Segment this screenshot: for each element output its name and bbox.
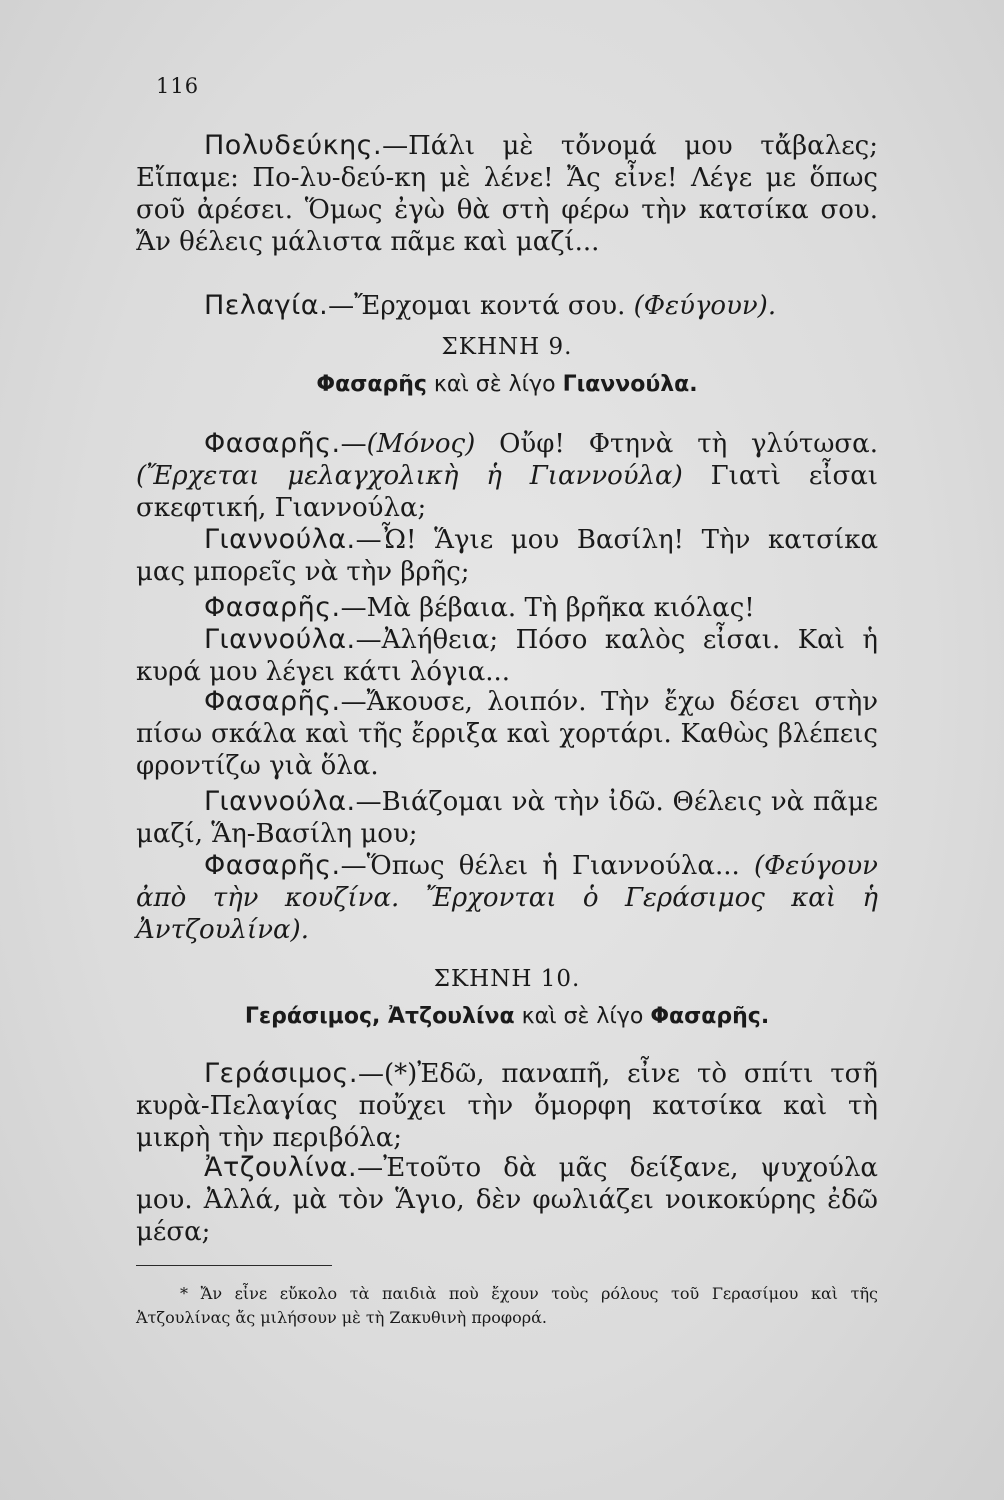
speaker-name: Φασαρῆς.: [204, 686, 341, 717]
footnote-divider: [136, 1265, 332, 1266]
dialogue-text: —Ἐτοῦτο δὰ μᾶς δείξανε, ψυχούλα μου. Ἀλλά, μὰ τὸν Ἅγιο, δὲν φωλιάζει νοικοκύρης ἐδῶ μέσα;: [136, 1153, 878, 1247]
dialogue-text: —Ὅπως θέλει ἡ Γιαννούλα...: [340, 851, 754, 881]
character-name: Γιαννούλα.: [562, 372, 698, 397]
scene-9-characters: [136, 372, 878, 397]
scene-10-heading: ΣΚΗΝΗ 10.: [433, 966, 581, 992]
dialogue-polydeukis: [136, 130, 878, 258]
dialogue-text: —Ἔρχομαι κοντά σου.: [328, 291, 626, 321]
character-name: Γεράσιμος, Ἀτζουλίνα: [244, 1004, 515, 1029]
character-name: Φασαρῆς: [316, 372, 427, 397]
dialogue-text: —Ὦ! Ἅγιε μου Βασίλη! Τὴν κατσίκα μας μπορεῖς νὰ τὴν βρῆς;: [136, 525, 878, 587]
dialogue-text: Γιατὶ εἶσαι σκεφτική, Γιαννούλα;: [136, 461, 878, 523]
stage-direction: (Φεύγουν ἀπὸ τὴν κουζίνα. Ἔρχονται ὁ Γεράσιμος καὶ ἡ Ἀντζουλίνα).: [136, 851, 878, 945]
speaker-name: Πελαγία.: [204, 290, 329, 321]
stage-direction: (Μόνος): [366, 429, 476, 459]
scene-10-characters: [136, 1004, 878, 1029]
speaker-name: Φασαρῆς.: [204, 850, 341, 881]
dialogue-fasaris-4: [136, 850, 878, 946]
dialogue-fasaris-1: [136, 428, 878, 524]
dialogue-text: —Ἀλήθεια; Πόσο καλὸς εἶσαι. Καὶ ἡ κυρά μου λέγει κάτι λόγια...: [136, 625, 878, 687]
character-name: Φασαρῆς.: [650, 1004, 770, 1029]
dialogue-giannoula-1: [136, 524, 878, 588]
speaker-name: Πολυδεύκης.: [204, 130, 383, 161]
connector-text: καὶ σὲ λίγο: [514, 1004, 651, 1029]
speaker-name: Φασαρῆς.: [204, 592, 341, 623]
dialogue-atzoulina: [136, 1152, 878, 1248]
speaker-name: Γιαννούλα.: [204, 786, 356, 817]
dialogue-giannoula-2: [136, 624, 878, 688]
speaker-name: Φασαρῆς.: [204, 428, 341, 459]
dialogue-text: —Πάλι μὲ τὄνομά μου τἄβαλες; Εἴπαμε: Πο-λυ-δεύ-κη μὲ λένε! Ἄς εἶνε! Λέγε με ὅπως σοῦ ἀρέσει. Ὅμως ἐγὼ θὰ στὴ φέρω τὴν κατσίκα σου. Ἄν θέλεις μάλιστα πᾶμε καὶ μαζί...: [136, 131, 878, 257]
dialogue-gerasimos: [136, 1058, 878, 1154]
connector-text: καὶ σὲ λίγο: [426, 372, 563, 397]
dialogue-text: —(*)Ἐδῶ, παναπῆ, εἶνε τὸ σπίτι τσῆ κυρὰ-Πελαγίας ποὔχει τὴν ὄμορφη κατσίκα καὶ τὴ μικρὴ τὴν περιβόλα;: [136, 1059, 878, 1153]
stage-direction: (Ἔρχεται μελαγχολικὴ ἡ Γιαννούλα): [136, 461, 683, 491]
dialogue-text: —Βιάζομαι νὰ τὴν ἰδῶ. Θέλεις νὰ πᾶμε μαζί, Ἅη-Βασίλη μου;: [136, 787, 878, 849]
dialogue-giannoula-3: [136, 786, 878, 850]
dialogue-text: Οὔφ! Φτηνὰ τὴ γλύτωσα.: [475, 429, 878, 459]
dash: —: [340, 429, 367, 459]
speaker-name: Γιαννούλα.: [204, 624, 356, 655]
stage-direction: (Φεύγουν).: [633, 291, 777, 321]
dialogue-fasaris-3: [136, 686, 878, 782]
footnote: * Ἄν εἶνε εὔκολο τὰ παιδιὰ ποὺ ἔχουν τοὺς ρόλους τοῦ Γερασίμου καὶ τῆς Ἀτζουλίνας ἄς μιλήσουν μὲ τὴ Ζακυθινὴ προφορά.: [136, 1284, 878, 1327]
dialogue-pelagia: [136, 290, 878, 322]
page-number: 116: [156, 74, 200, 98]
speaker-name: Ἀτζουλίνα.: [204, 1152, 358, 1183]
scene-9-heading: ΣΚΗΝΗ 9.: [441, 334, 573, 360]
speaker-name: Γεράσιμος.: [204, 1058, 358, 1089]
dialogue-text: —Μὰ βέβαια. Τὴ βρῆκα κιόλας!: [340, 593, 755, 623]
speaker-name: Γιαννούλα.: [204, 524, 356, 555]
dialogue-fasaris-2: [136, 592, 878, 624]
dialogue-text: —Ἄκουσε, λοιπόν. Τὴν ἔχω δέσει στὴν πίσω σκάλα καὶ τῆς ἔρριξα καὶ χορτάρι. Καθὼς βλέπεις φροντίζω γιὰ ὅλα.: [136, 687, 878, 781]
